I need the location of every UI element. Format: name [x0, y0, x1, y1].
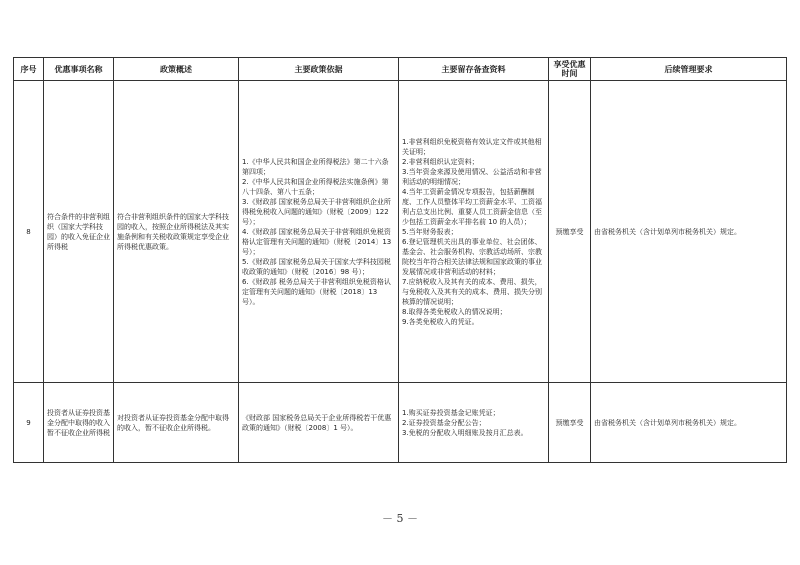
header-no: 序号	[14, 58, 44, 81]
row-name: 投资者从证券投资基金分配中取得的收入暂不征收企业所得税	[44, 383, 114, 463]
list-item: 7.应纳税收入及其有关的成本、费用、损失，与免税收入及其有关的成本、费用、损失分别核算的情况说明；	[402, 277, 542, 306]
row-summary: 符合非营利组织条件的国家大学科技园的收入，按照企业所得税法及其实施条例和有关税收政策规定享受企业所得税优惠政策。	[114, 81, 239, 383]
header-summary: 政策概述	[114, 58, 239, 81]
basis-list	[242, 413, 395, 433]
row-no: 9	[14, 383, 44, 463]
page-number: － 5 －	[382, 512, 418, 525]
header-row	[14, 58, 787, 81]
header-basis: 主要政策依据	[239, 58, 399, 81]
header-timing: 享受优惠时间	[549, 58, 591, 81]
list-item: 8.取得各类免税收入的情况说明；	[402, 307, 507, 316]
row-materials	[399, 383, 549, 463]
list-item: 4.当年工资薪金情况专项报告，包括薪酬制度、工作人员整体平均工资薪金水平、工资福利占总支出比例、重要人员工资薪金信息（至少包括工资薪金水平排名前 10 的人员）；	[402, 187, 542, 226]
header-name: 优惠事项名称	[44, 58, 114, 81]
list-item: 5.《财政部 国家税务总局关于国家大学科技园税收政策的通知》（财税〔2016〕98 号）；	[242, 257, 391, 276]
row-no: 8	[14, 81, 44, 383]
row-timing: 预缴享受	[549, 383, 591, 463]
list-item: 1.《中华人民共和国企业所得税法》第二十六条第四项；	[242, 157, 389, 176]
row-followup: 由省税务机关（含计划单列市税务机关）规定。	[591, 383, 787, 463]
table-row	[14, 81, 787, 383]
row-timing: 预缴享受	[549, 81, 591, 383]
list-item: 4.《财政部 国家税务总局关于非营利组织免税资格认定管理有关问题的通知》（财税〔2014〕13 号）；	[242, 227, 392, 256]
list-item: 6.登记管理机关出具的事业单位、社会团体、基金会、社会服务机构、宗教活动场所、宗教院校当年符合相关法律法规和国家政策的事业发展情况或非营利活动的材料；	[402, 237, 542, 276]
materials-list	[402, 408, 545, 438]
list-item: 3.免税的分配收入明细账及按月汇总表。	[402, 428, 528, 437]
tax-preference-table	[13, 57, 787, 463]
list-item: 《财政部 国家税务总局关于企业所得税若干优惠政策的通知》（财税〔2008〕1 号）。	[242, 413, 392, 432]
list-item: 9.各类免税收入的凭证。	[402, 317, 479, 326]
list-item: 6.《财政部 税务总局关于非营利组织免税资格认定管理有关问题的通知》（财税〔2018〕13 号）。	[242, 277, 391, 306]
list-item: 5.当年财务报表；	[402, 227, 458, 236]
list-item: 2.证券投资基金分配公告；	[402, 418, 486, 427]
list-item: 1.非营利组织免税资格有效认定文件或其他相关证明；	[402, 137, 542, 156]
row-basis	[239, 81, 399, 383]
list-item: 3.当年资金来源及使用情况、公益活动和非营利活动的明细情况；	[402, 167, 542, 186]
list-item: 1.购买证券投资基金记账凭证；	[402, 408, 500, 417]
list-item: 3.《财政部 国家税务总局关于非营利组织企业所得税免税收入问题的通知》（财税〔2009〕122 号）；	[242, 197, 391, 226]
basis-list	[242, 157, 395, 307]
header-materials: 主要留存备查资料	[399, 58, 549, 81]
row-name: 符合条件的非营利组织（国家大学科技园）的收入免征企业所得税	[44, 81, 114, 383]
row-basis	[239, 383, 399, 463]
list-item: 2.非营利组织认定资料；	[402, 157, 479, 166]
header-followup: 后续管理要求	[591, 58, 787, 81]
row-summary: 对投资者从证券投资基金分配中取得的收入，暂不征收企业所得税。	[114, 383, 239, 463]
table-row	[14, 383, 787, 463]
list-item: 2.《中华人民共和国企业所得税法实施条例》第八十四条、第八十五条；	[242, 177, 389, 196]
materials-list	[402, 137, 545, 327]
row-materials	[399, 81, 549, 383]
row-followup: 由省税务机关（含计划单列市税务机关）规定。	[591, 81, 787, 383]
